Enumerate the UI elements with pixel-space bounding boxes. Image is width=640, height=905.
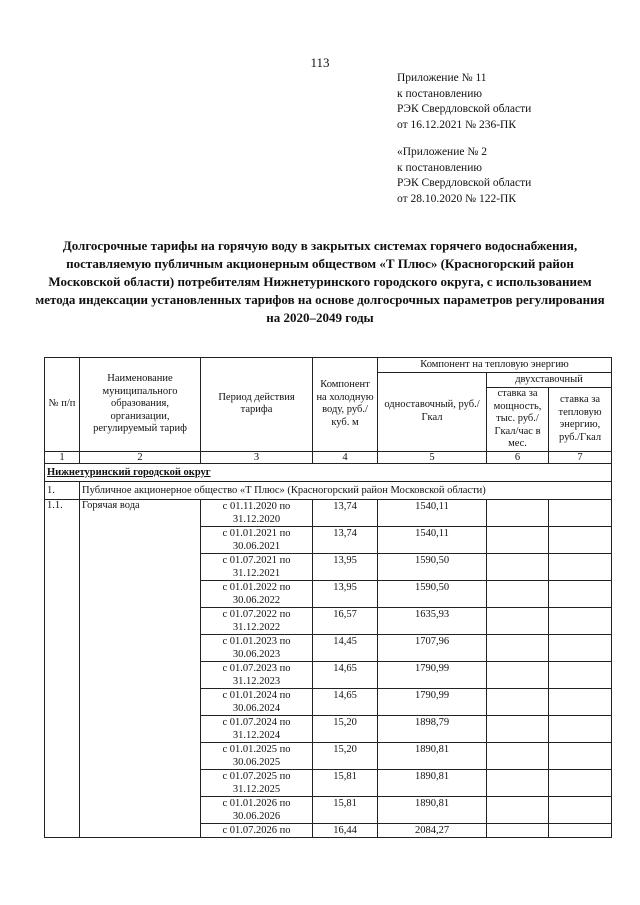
period-start: с 01.07.2022 по — [222, 608, 291, 620]
header-thermal-energy: Компонент на тепловую энергию — [378, 358, 612, 373]
column-number: 7 — [549, 451, 612, 463]
capacity-rate-value — [487, 823, 549, 837]
region-row: Нижнетуринский городской округ — [45, 463, 612, 481]
capacity-rate-value — [487, 607, 549, 634]
appendix-original — [397, 145, 531, 207]
period-end: 31.12.2021 — [232, 567, 281, 579]
energy-rate-value — [549, 742, 612, 769]
capacity-rate-value — [487, 499, 549, 526]
capacity-rate-value — [487, 796, 549, 823]
period-cell — [201, 526, 313, 553]
period-start: с 01.01.2025 по — [222, 743, 291, 755]
column-number: 1 — [45, 451, 80, 463]
appendix-original-line: от 28.10.2020 № 122-ПК — [397, 192, 517, 205]
appendix-current-line: Приложение № 11 — [397, 72, 487, 84]
period-end: 30.06.2026 — [232, 810, 281, 822]
cold-water-value: 13,74 — [313, 499, 378, 526]
capacity-rate-value — [487, 742, 549, 769]
period-end: 31.12.2023 — [232, 675, 281, 687]
period-cell — [201, 661, 313, 688]
period-end: 30.06.2023 — [232, 648, 281, 660]
period-start: с 01.07.2023 по — [222, 662, 291, 674]
document-title: Долгосрочные тарифы на горячую воду в закрытых системах горячего водоснабжения, поставляемую публичным акционерным обществом «Т Плюс» (Красногорский район Московской области) потребителям Нижнетуринского городского округа, с использованием метода индексации установленных тарифов на основе долгосрочных параметров регулирования на 2020–2049 годы — [35, 238, 605, 325]
single-rate-value: 1890,81 — [378, 742, 487, 769]
appendix-current-line: к постановлению — [397, 87, 482, 100]
energy-rate-value — [549, 688, 612, 715]
column-number: 2 — [80, 451, 201, 463]
period-end: 31.12.2022 — [232, 621, 281, 633]
period-cell — [201, 796, 313, 823]
cold-water-value: 14,65 — [313, 688, 378, 715]
capacity-rate-value — [487, 580, 549, 607]
column-number: 5 — [378, 451, 487, 463]
single-rate-value: 2084,27 — [378, 823, 487, 837]
capacity-rate-value — [487, 688, 549, 715]
period-end: 31.12.2025 — [232, 783, 281, 795]
period-start: с 01.01.2024 по — [222, 689, 291, 701]
header-single-rate: одноставочный, руб./Гкал — [378, 373, 487, 452]
cold-water-value: 15,20 — [313, 715, 378, 742]
period-start: с 01.01.2026 по — [222, 797, 291, 809]
period-cell — [201, 688, 313, 715]
energy-rate-value — [549, 580, 612, 607]
period-start: с 01.07.2025 по — [222, 770, 291, 782]
single-rate-value: 1707,96 — [378, 634, 487, 661]
cold-water-value: 15,81 — [313, 769, 378, 796]
period-cell — [201, 607, 313, 634]
single-rate-value: 1890,81 — [378, 769, 487, 796]
header-number: № п/п — [45, 358, 80, 452]
capacity-rate-value — [487, 553, 549, 580]
period-cell — [201, 499, 313, 526]
period-end: 31.12.2024 — [232, 729, 281, 741]
capacity-rate-value — [487, 526, 549, 553]
header-cold-water: Компонент на холодную воду, руб./куб. м — [313, 358, 378, 452]
energy-rate-value — [549, 715, 612, 742]
capacity-rate-value — [487, 634, 549, 661]
column-number: 3 — [201, 451, 313, 463]
header-period: Период действия тарифа — [201, 358, 313, 452]
page-number: 113 — [310, 55, 330, 70]
single-rate-value: 1590,50 — [378, 553, 487, 580]
period-cell — [201, 553, 313, 580]
item-number: 1.1. — [45, 499, 80, 837]
cold-water-value: 14,65 — [313, 661, 378, 688]
energy-rate-value — [549, 526, 612, 553]
cold-water-value: 16,57 — [313, 607, 378, 634]
tariff-table — [44, 357, 612, 838]
period-start: с 01.07.2024 по — [222, 716, 291, 728]
period-start: с 01.01.2022 по — [222, 581, 291, 593]
single-rate-value: 1890,81 — [378, 796, 487, 823]
column-number: 6 — [487, 451, 549, 463]
period-cell — [201, 580, 313, 607]
header-name: Наименование муниципального образования, организации, регулируемый тариф — [80, 358, 201, 452]
period-cell — [201, 715, 313, 742]
single-rate-value: 1898,79 — [378, 715, 487, 742]
single-rate-value: 1540,11 — [378, 526, 487, 553]
organization-number: 1. — [45, 481, 80, 499]
appendix-original-line: к постановлению — [397, 161, 482, 174]
energy-rate-value — [549, 634, 612, 661]
capacity-rate-value — [487, 661, 549, 688]
energy-rate-value — [549, 796, 612, 823]
single-rate-value: 1790,99 — [378, 688, 487, 715]
cold-water-value: 14,45 — [313, 634, 378, 661]
column-number: 4 — [313, 451, 378, 463]
appendix-current — [397, 71, 531, 133]
period-cell — [201, 823, 313, 837]
period-end: 31.12.2020 — [232, 513, 281, 525]
period-end: 30.06.2025 — [232, 756, 281, 768]
period-start: с 01.11.2020 по — [222, 500, 291, 512]
period-start: с 01.01.2023 по — [222, 635, 291, 647]
appendix-original-line: РЭК Свердловской области — [397, 177, 532, 189]
appendix-original-line: «Приложение № 2 — [397, 146, 487, 158]
single-rate-value: 1790,99 — [378, 661, 487, 688]
appendix-current-line: от 16.12.2021 № 236-ПК — [397, 118, 517, 131]
header-capacity-rate: ставка за мощность, тыс. руб./Гкал/час в мес. — [487, 388, 549, 452]
period-cell — [201, 769, 313, 796]
energy-rate-value — [549, 499, 612, 526]
header-two-rate: двухставочный — [487, 373, 612, 388]
period-end: 30.06.2021 — [232, 540, 281, 552]
energy-rate-value — [549, 823, 612, 837]
cold-water-value: 16,44 — [313, 823, 378, 837]
energy-rate-value — [549, 553, 612, 580]
energy-rate-value — [549, 769, 612, 796]
period-start: с 01.07.2021 по — [222, 554, 291, 566]
period-end: 30.06.2022 — [232, 594, 281, 606]
header-energy-rate: ставка за тепловую энергию, руб./Гкал — [549, 388, 612, 452]
item-name: Горячая вода — [80, 499, 201, 837]
period-start: с 01.07.2026 по — [222, 824, 291, 836]
capacity-rate-value — [487, 715, 549, 742]
cold-water-value: 15,81 — [313, 796, 378, 823]
single-rate-value: 1540,11 — [378, 499, 487, 526]
energy-rate-value — [549, 607, 612, 634]
period-start: с 01.01.2021 по — [222, 527, 291, 539]
cold-water-value: 13,95 — [313, 553, 378, 580]
period-cell — [201, 634, 313, 661]
appendix-current-line: РЭК Свердловской области — [397, 103, 532, 115]
cold-water-value: 15,20 — [313, 742, 378, 769]
cold-water-value: 13,95 — [313, 580, 378, 607]
cold-water-value: 13,74 — [313, 526, 378, 553]
single-rate-value: 1590,50 — [378, 580, 487, 607]
period-end: 30.06.2024 — [232, 702, 281, 714]
capacity-rate-value — [487, 769, 549, 796]
energy-rate-value — [549, 661, 612, 688]
table-row — [45, 499, 612, 526]
single-rate-value: 1635,93 — [378, 607, 487, 634]
organization-name: Публичное акционерное общество «Т Плюс» (Красногорский район Московской области) — [80, 481, 612, 499]
period-cell — [201, 742, 313, 769]
